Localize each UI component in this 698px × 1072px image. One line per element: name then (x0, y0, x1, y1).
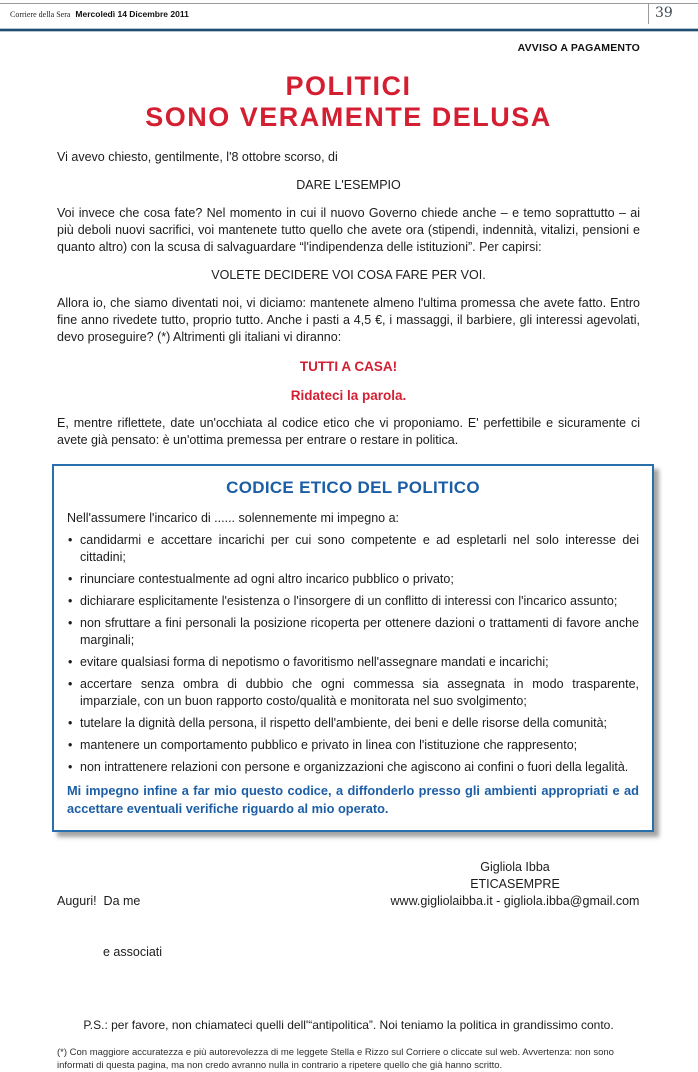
headline-line1: POLITICI (285, 71, 412, 101)
ethics-bullet-item: • non sfruttare a fini personali la posizione ricoperta per ottenere dazioni o trattamenti di favore anche marginali; (67, 615, 639, 649)
ad-content (0, 42, 698, 449)
newspaper-page (0, 3, 698, 1071)
ethics-bullet-item: • evitare qualsiasi forma di nepotismo o favoritismo nell'assegnare mandati e incarichi; (67, 654, 639, 671)
signature-left-line1: Auguri! Da me (57, 894, 141, 908)
paragraph-3: Allora io, che siamo diventati noi, vi diciamo: mantenete almeno l'ultima promessa che avete fatto. Entro fine anno rivedete tutto, proprio tutto. Anche i pasti a 4,5 €, i massaggi, il barbiere, gli interessi agevolati, devo proseguire? (*) Altrimenti gli italiani vi diranno: (57, 296, 640, 344)
masthead-left (0, 4, 648, 24)
letter-body (57, 149, 640, 449)
headline-line2: SONO VERAMENTE DELUSA (145, 102, 552, 132)
paper-name: Corriere della Sera (10, 9, 71, 19)
masthead (0, 3, 698, 24)
ethics-box-closing: Mi impegno infine a far mio questo codice, a diffonderlo presso gli ambienti appropriati e ad accettare eventuali verifiche riguardo al mio operato. (67, 783, 639, 816)
ethics-bullet-list (67, 532, 639, 776)
signature-right (390, 859, 640, 995)
ethics-bullet-item: • mantenere un comportamento pubblico e privato in linea con l'istituzione che rappresento; (67, 737, 639, 754)
paragraph-2: Voi invece che cosa fate? Nel momento in cui il nuovo Governo chiede anche – e temo soprattutto – ai più deboli nuovi sacrifici, voi mantenete tutto quello che avete ora (stipendi, indennità, vitalizi, pensioni e quanto altro) con la scusa di salvaguardare “l'indipendenza delle istituzioni”. Per capirsi: (57, 206, 640, 254)
signature-left (57, 859, 162, 995)
ethics-bullet-item: • dichiarare esplicitamente l'esistenza o l'insorgere di un conflitto di interessi con l'incarico assunto; (67, 593, 639, 610)
masthead-divider-rule (0, 28, 698, 32)
signature-row (57, 859, 640, 995)
postscript: P.S.: per favore, non chiamateci quelli dell'“antipolitica”. Noi teniamo la politica in grandissimo conto. (83, 1018, 614, 1032)
signature-spacer (162, 859, 390, 995)
signer-name: Gigliola Ibba (480, 860, 550, 874)
ethics-box-title: CODICE ETICO DEL POLITICO (226, 478, 480, 497)
ethics-bullet-item: • non intrattenere relazioni con persone e organizzazioni che agiscono ai confini o fuori della legalità. (67, 759, 639, 776)
ethics-bullet-item: • accertare senza ombra di dubbio che ogni commessa sia assegnata in modo trasparente, imparziale, con un buon rapporto costo/qualità e monitorata nel suo svolgimento; (67, 676, 639, 710)
ethics-bullet-item: • candidarmi e accettare incarichi per cui sono competente e ad espletarli nel solo interesse dei cittadini; (67, 532, 639, 566)
signature-section (0, 859, 698, 1072)
signature-left-line2: e associati (103, 945, 163, 959)
page-number: 39 (655, 5, 673, 21)
page-number-cell (648, 4, 698, 24)
ethics-box-intro: Nell'assumere l'incarico di ...... solennemente mi impegno a: (67, 511, 400, 525)
signer-organization: ETICASEMPRE (470, 877, 560, 891)
ethics-code-box (52, 464, 654, 832)
red-slogan-2: Ridateci la parola. (290, 388, 407, 403)
red-slogan-1: TUTTI A CASA! (299, 359, 398, 374)
centered-statement-2: VOLETE DECIDERE VOI COSA FARE PER VOI. (211, 268, 486, 282)
paid-notice-label: AVVISO A PAGAMENTO (517, 42, 640, 54)
paragraph-intro: Vi avevo chiesto, gentilmente, l'8 ottobre scorso, di (57, 150, 338, 164)
centered-statement-1: DARE L'ESEMPIO (296, 178, 401, 192)
paragraph-4: E, mentre riflettete, date un'occhiata al codice etico che vi proponiamo. E' perfettibile e sicuramente ci avete già pensato: è un'ottima premessa per entrare o restare in politica. (57, 416, 640, 447)
ethics-bullet-item: • rinunciare contestualmente ad ogni altro incarico pubblico o privato; (67, 571, 639, 588)
headline (57, 71, 640, 133)
ethics-bullet-item: • tutelare la dignità della persona, il rispetto dell'ambiente, dei beni e delle risorse della comunità; (67, 715, 639, 732)
paper-date: Mercoledì 14 Dicembre 2011 (75, 9, 189, 19)
footnote: (*) Con maggiore accuratezza e più autorevolezza di me leggete Stella e Rizzo sul Corriere o cliccate sul web. Avvertenza: non sono informati di questa pagina, ma non credo avranno nulla in contrario a ripetere quello che già hanno scritto. (57, 1047, 614, 1071)
signer-contacts: www.gigliolaibba.it - gigliola.ibba@gmail.com (390, 894, 640, 908)
